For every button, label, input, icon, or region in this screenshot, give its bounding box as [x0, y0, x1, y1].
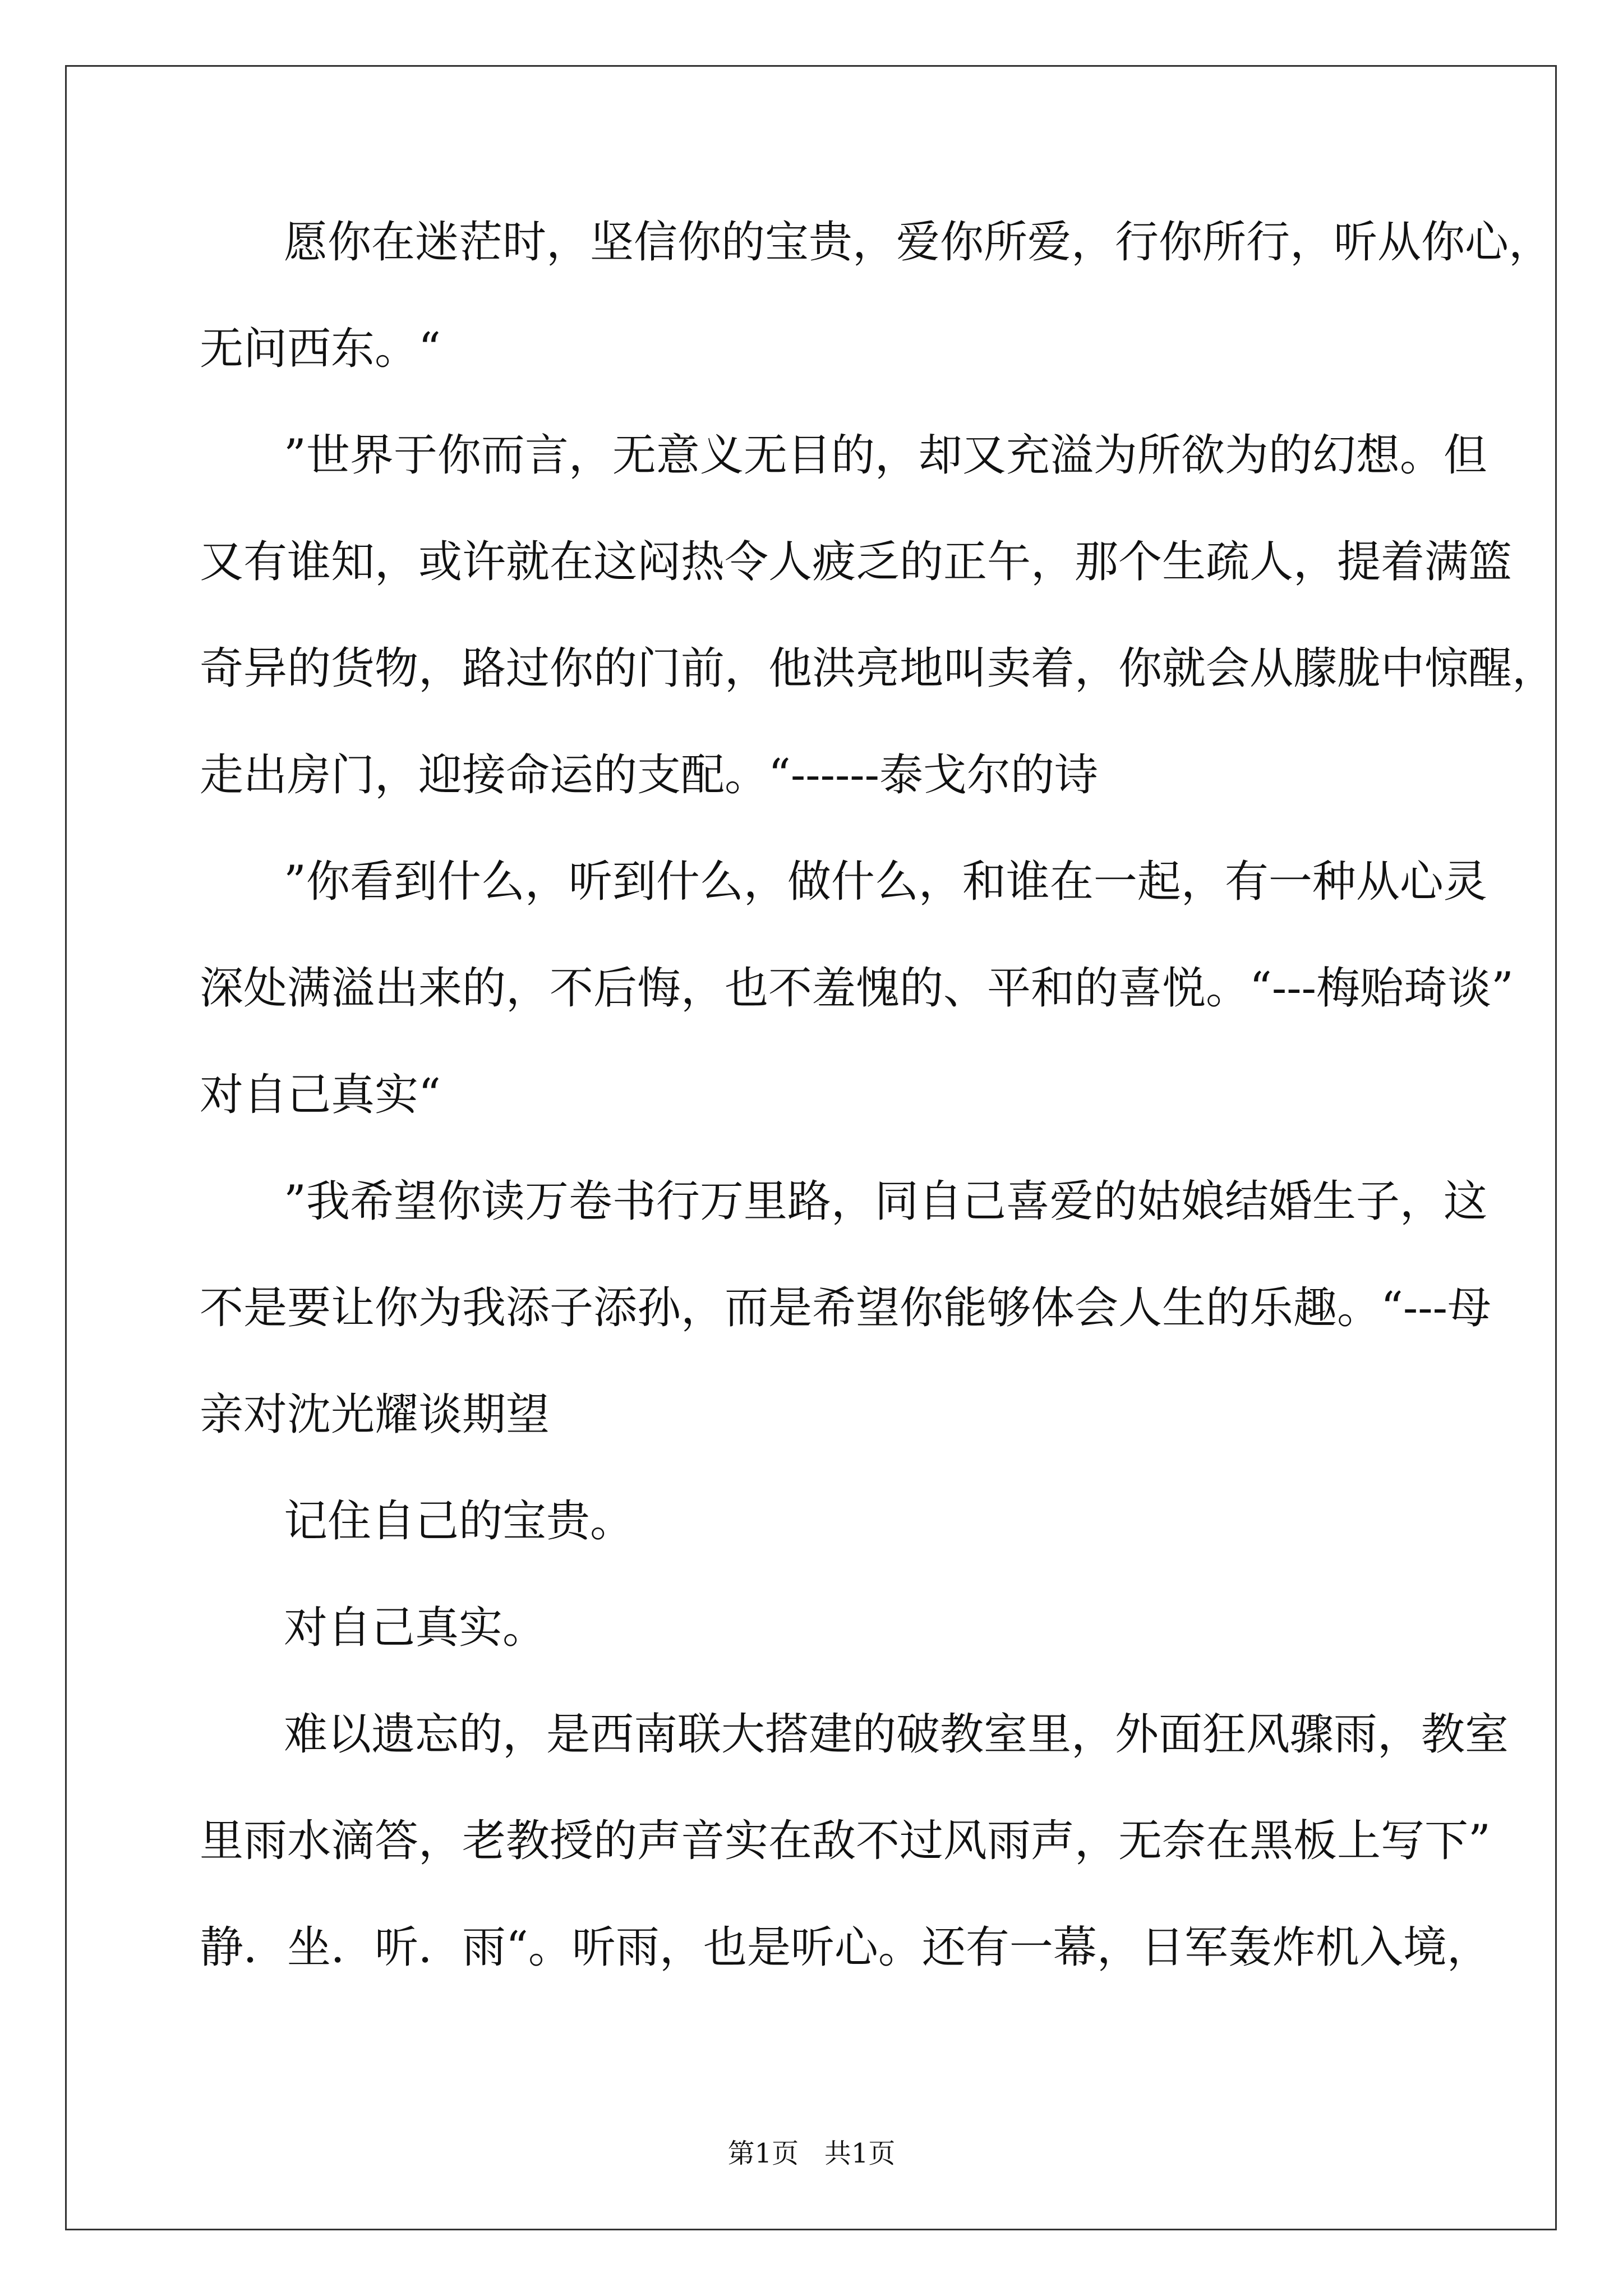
text-line: 静．坐．听．雨“。听雨，也是听心。还有一幕，日军轰炸机入境，: [200, 1922, 1491, 1973]
text-line: 奇异的货物，路过你的门前，他洪亮地叫卖着，你就会从朦胧中惊醒，: [200, 643, 1556, 694]
text-line: ”你看到什么，听到什么，做什么，和谁在一起，有一种从心灵: [284, 857, 1487, 907]
page-footer: 第1页 共1页: [727, 2138, 896, 2169]
text-line: 难以遗忘的，是西南联大搭建的破教室里，外面狂风骤雨，教室: [284, 1709, 1509, 1760]
document-body: [200, 216, 1556, 1975]
text-line: ”世界于你而言，无意义无目的，却又充溢为所欲为的幻想。但: [284, 430, 1487, 481]
text-line: 里雨水滴答，老教授的声音实在敌不过风雨声，无奈在黑板上写下”: [200, 1816, 1491, 1866]
text-line: 深处满溢出来的，不后悔，也不羞愧的、平和的喜悦。“---梅贻琦谈”: [200, 963, 1514, 1014]
text-line: 记住自己的宝贵。: [284, 1496, 634, 1547]
text-line: 对自己真实。: [284, 1603, 547, 1653]
text-line: 愿你在迷茫时，坚信你的宝贵，爱你所爱，行你所行，听从你心，: [284, 217, 1553, 268]
text-line: 无问西东。“: [200, 324, 441, 374]
text-line: 不是要让你为我添子添孙，而是希望你能够体会人生的乐趣。“---母: [200, 1283, 1491, 1333]
text-line: ”我希望你读万卷书行万里路，同自己喜爱的姑娘结婚生子，这: [284, 1176, 1487, 1227]
text-line: 对自己真实“: [200, 1070, 441, 1120]
text-line: 又有谁知，或许就在这闷热令人疲乏的正午，那个生疏人，提着满篮: [200, 537, 1513, 587]
text-line: 亲对沈光耀谈期望: [200, 1389, 550, 1440]
text-line: 走出房门，迎接命运的支配。“------泰戈尔的诗: [200, 750, 1099, 800]
